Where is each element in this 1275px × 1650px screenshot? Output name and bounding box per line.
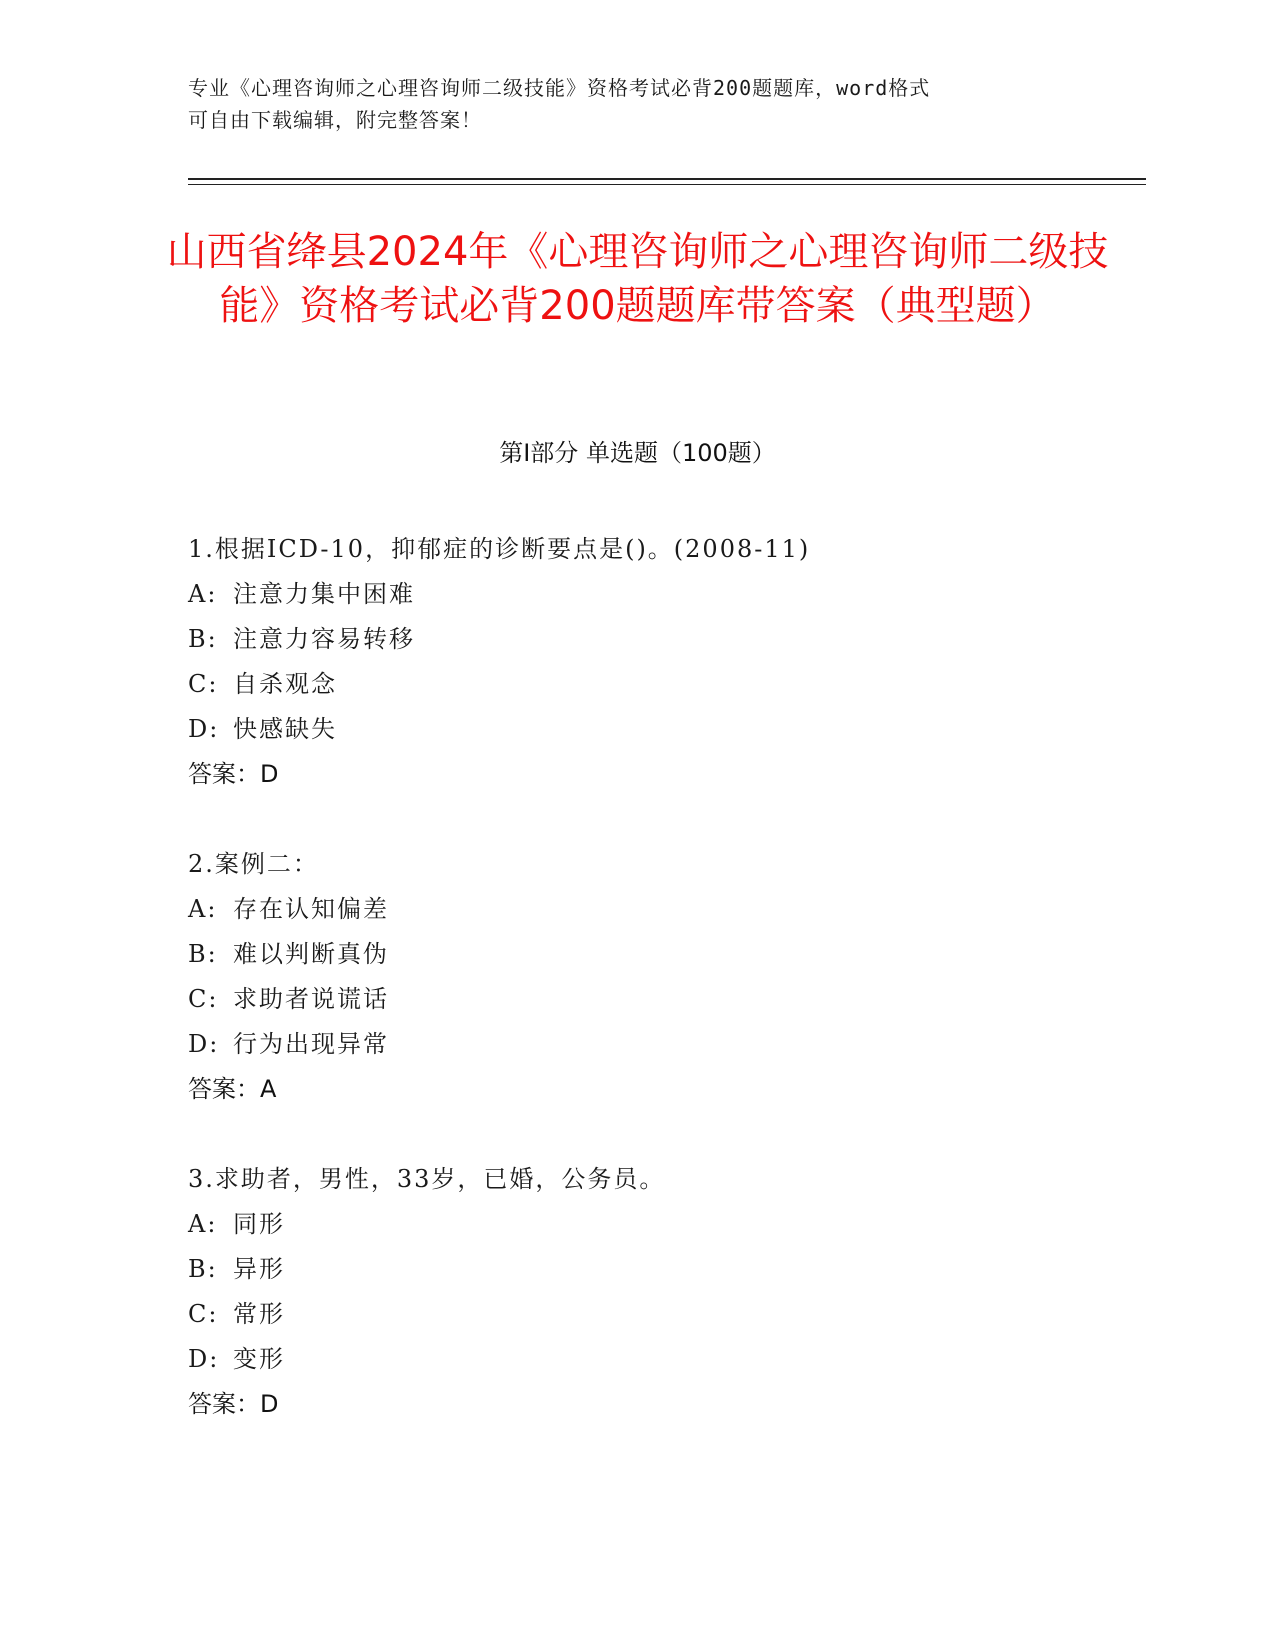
option-a [188,1202,1138,1247]
question-1 [188,527,1138,797]
option-b [188,932,1138,977]
question-3 [188,1157,1138,1427]
option-letter: C: [188,1300,219,1328]
option-c [188,977,1138,1022]
option-text: 注意力集中困难 [233,580,415,608]
header-note [188,72,1088,136]
header-divider-thin [188,184,1146,185]
question-stem: 3.求助者，男性，33岁，已婚，公务员。 [188,1165,666,1193]
answer: 答案：D [188,1390,279,1418]
header-divider-thick [188,178,1146,180]
option-letter: B: [188,1255,218,1283]
option-d [188,1337,1138,1382]
option-letter: A: [188,1210,218,1238]
option-text: 自杀观念 [233,670,337,698]
option-a [188,887,1138,932]
option-letter: B: [188,625,218,653]
question-list [188,527,1138,1472]
option-letter: D: [188,1030,220,1058]
option-text: 行为出现异常 [233,1030,389,1058]
question-2 [188,842,1138,1112]
option-text: 求助者说谎话 [233,985,389,1013]
option-text: 异形 [233,1255,285,1283]
option-letter: A: [188,895,218,923]
option-c [188,1292,1138,1337]
option-letter: A: [188,580,218,608]
option-letter: D: [188,1345,220,1373]
option-text: 同形 [233,1210,285,1238]
option-letter: D: [188,715,220,743]
option-text: 常形 [233,1300,285,1328]
option-text: 存在认知偏差 [233,895,389,923]
answer: 答案：A [188,1075,277,1103]
question-stem: 1.根据ICD-10，抑郁症的诊断要点是()。(2008-11) [188,535,811,563]
option-d [188,707,1138,752]
option-letter: B: [188,940,218,968]
header-note-line-2: 可自由下载编辑，附完整答案！ [188,108,482,132]
question-stem: 2.案例二： [188,850,319,878]
option-b [188,1247,1138,1292]
option-b [188,617,1138,662]
option-a [188,572,1138,617]
option-text: 注意力容易转移 [233,625,415,653]
option-c [188,662,1138,707]
answer: 答案：D [188,760,279,788]
header-note-line-1: 专业《心理咨询师之心理咨询师二级技能》资格考试必背200题题库，word格式 [188,76,931,100]
option-letter: C: [188,670,219,698]
section-title: 第Ⅰ部分 单选题（100题） [499,439,776,467]
option-letter: C: [188,985,219,1013]
option-text: 变形 [233,1345,285,1373]
option-text: 快感缺失 [233,715,337,743]
option-d [188,1022,1138,1067]
option-text: 难以判断真伪 [233,940,389,968]
document-title: 山西省绛县2024年《心理咨询师之心理咨询师二级技能》资格考试必背200题题库带答案（典型题） [166,229,1109,329]
